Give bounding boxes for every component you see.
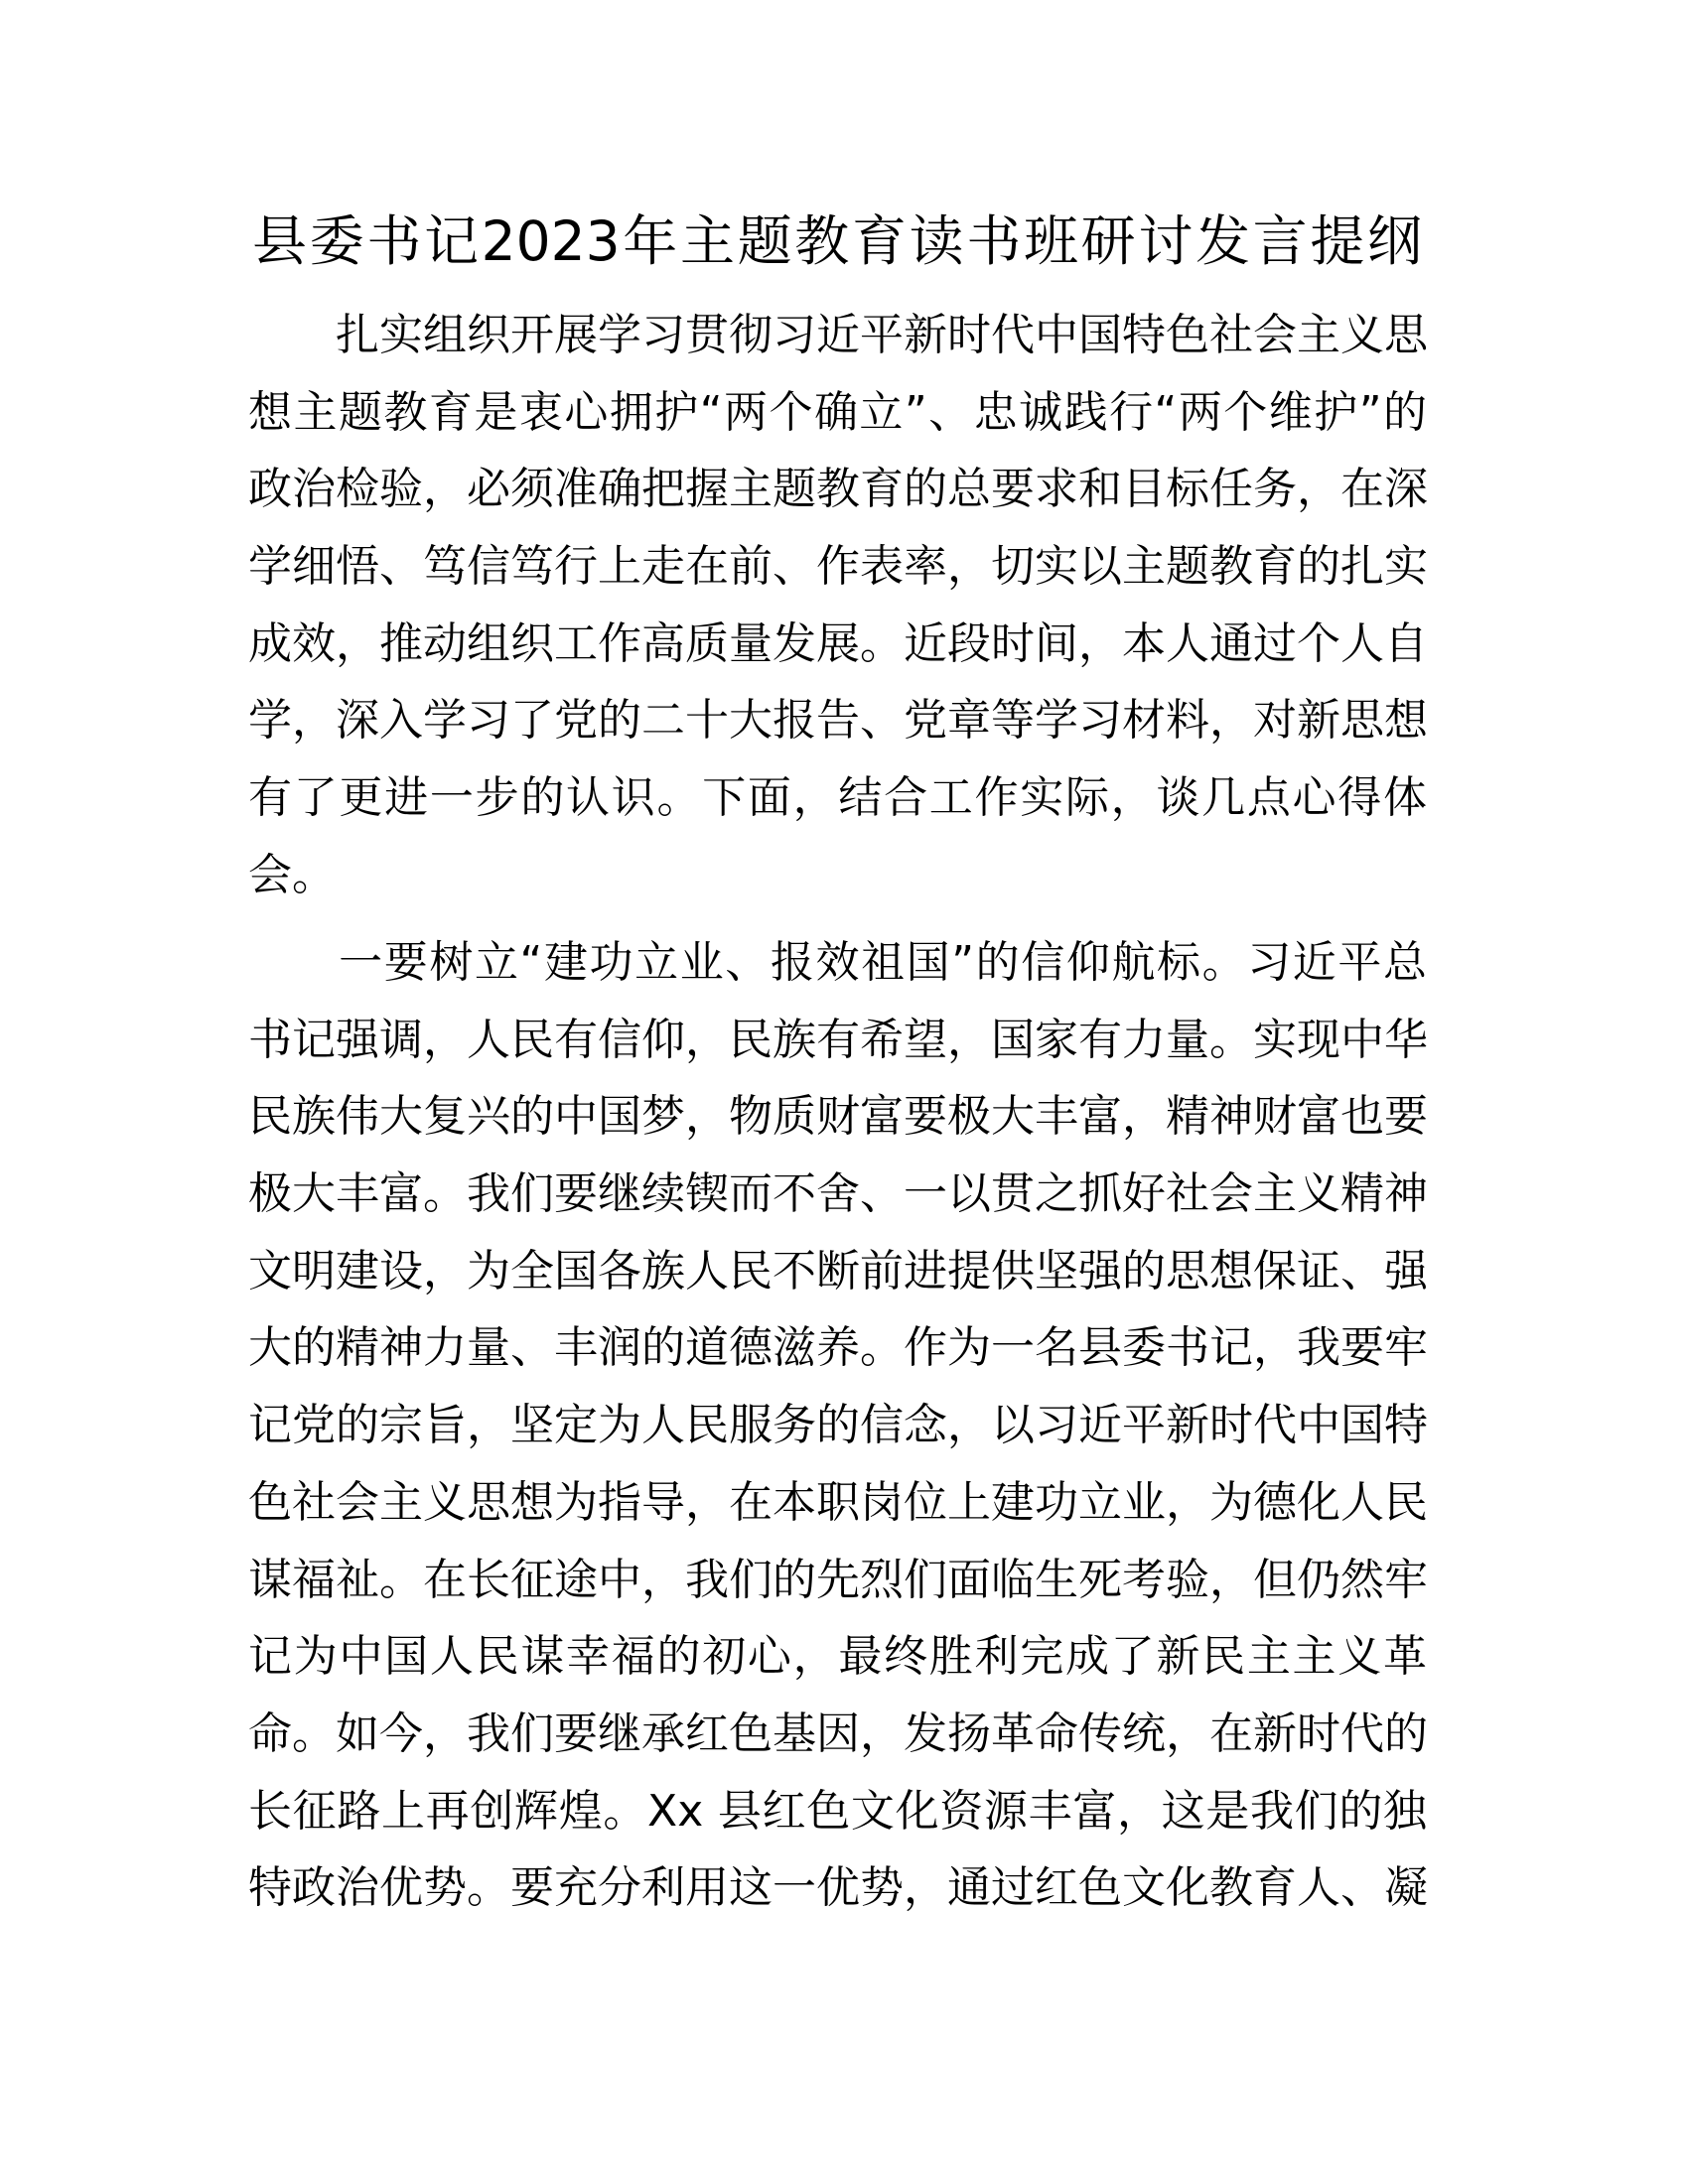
paragraph-point-one [248,924,1427,1927]
text-line: 记为中国人民谋幸福的初心，最终胜利完成了新民主主义革 [248,1631,1427,1683]
text-line: 民族伟大复兴的中国梦，物质财富要极大丰富，精神财富也要 [248,1091,1428,1143]
text-line: 会。 [248,849,336,900]
text-line: 色社会主义思想为指导，在本职岗位上建功立业，为德化人民 [248,1476,1428,1528]
text-line: 政治检验，必须准确把握主题教育的总要求和目标任务，在深 [248,464,1428,515]
text-line: 学细悟、笃信笃行上走在前、作表率，切实以主题教育的扎实 [248,541,1428,593]
text-line: 极大丰富。我们要继续锲而不舍、一以贯之抓好社会主义精神 [248,1168,1428,1220]
text-line: 书记强调，人民有信仰，民族有希望，国家有力量。实现中华 [248,1014,1428,1065]
text-line: 学，深入学习了党的二十大报告、党章等学习材料，对新思想 [248,695,1428,747]
text-line: 长征路上再创辉煌。Xx 县红色文化资源丰富，这是我们的独 [248,1785,1427,1837]
text-line: 成效，推动组织工作高质量发展。近段时间，本人通过个人自 [248,617,1428,669]
text-line: 大的精神力量、丰润的道德滋养。作为一名县委书记，我要牢 [248,1322,1428,1374]
text-line: 命。如今，我们要继承红色基因，发扬革命传统，在新时代的 [248,1707,1428,1759]
text-line: 想主题教育是衷心拥护“两个确立”、忠诚践行“两个维护”的 [248,386,1427,438]
text-line: 扎实组织开展学习贯彻习近平新时代中国特色社会主义思 [248,310,1428,360]
text-line: 记党的宗旨，坚定为人民服务的信念，以习近平新时代中国特 [248,1400,1428,1451]
document-title: 县委书记2023年主题教育读书班研讨发言提纲 [252,209,1422,273]
text-line: 特政治优势。要充分利用这一优势，通过红色文化教育人、凝 [248,1862,1428,1914]
text-line: 有了更进一步的认识。下面，结合工作实际，谈几点心得体 [248,772,1427,824]
text-line: 谋福祉。在长征途中，我们的先烈们面临生死考验，但仍然牢 [248,1554,1428,1605]
text-line: 一要树立“建功立业、报效祖国”的信仰航标。习近平总 [248,937,1427,988]
paragraph-intro [248,297,1427,914]
text-line: 文明建设，为全国各族人民不断前进提供坚强的思想保证、强 [248,1245,1428,1297]
